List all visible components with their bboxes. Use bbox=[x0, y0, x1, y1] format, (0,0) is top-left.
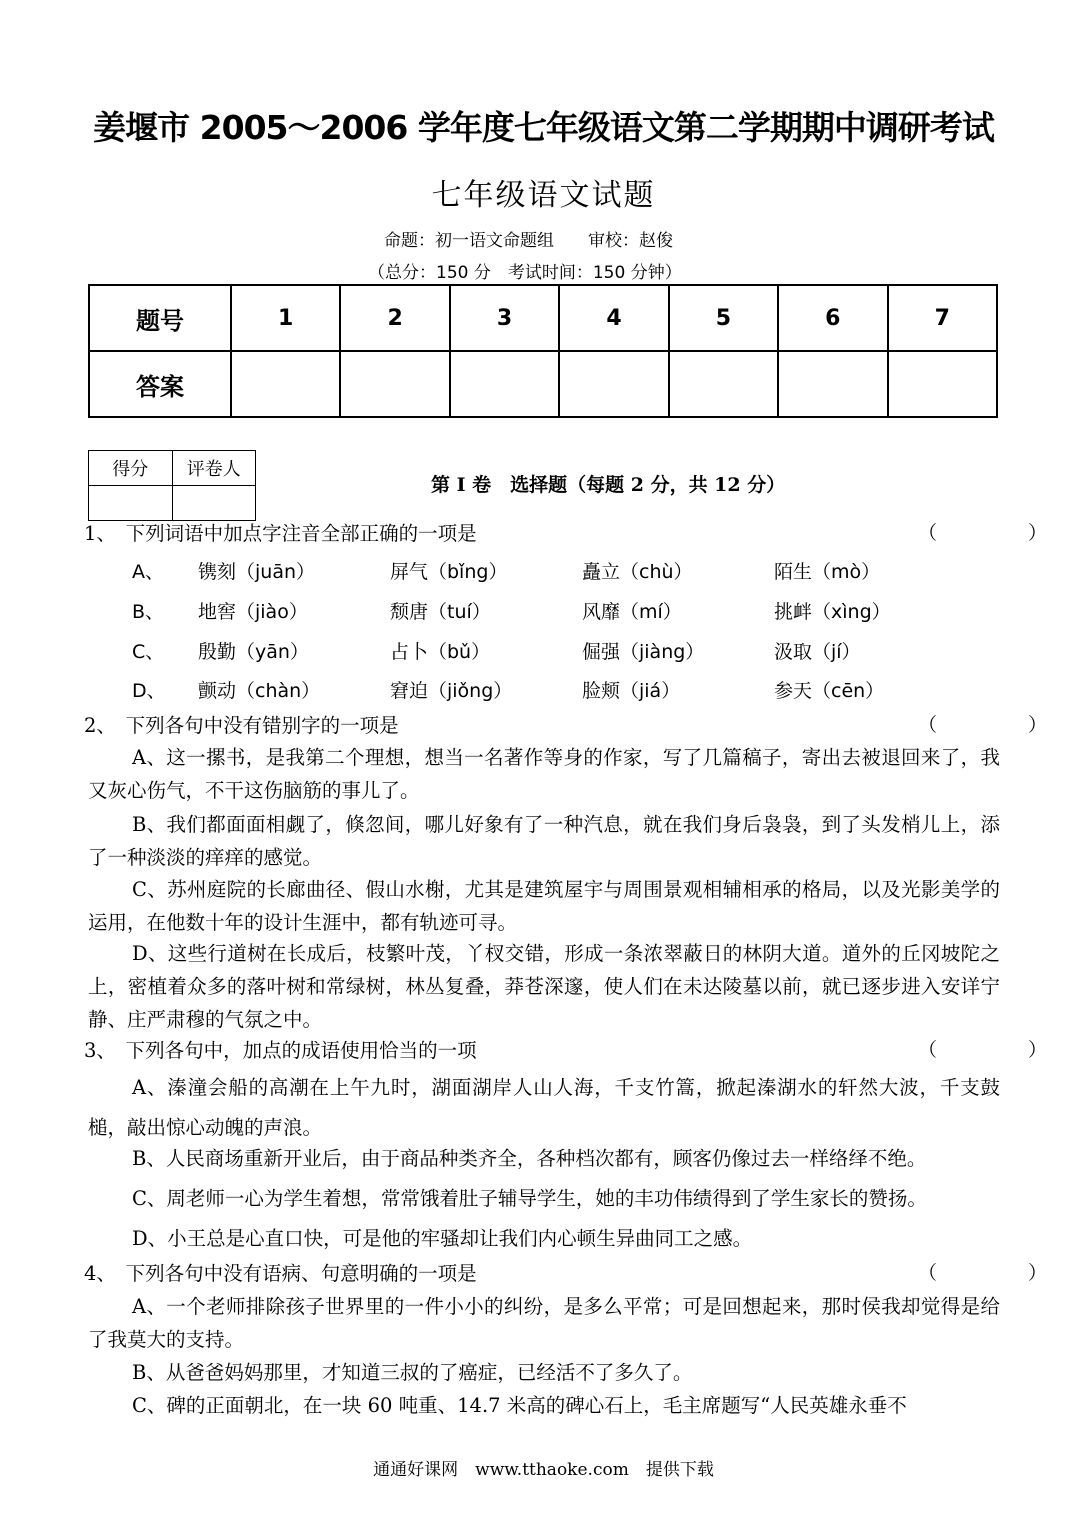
answer-table-header-row bbox=[89, 285, 997, 351]
q1-option-item: 倔强（jiàng） bbox=[582, 641, 705, 663]
exam-authors: 命题：初一语文命题组 审校：赵俊 bbox=[384, 231, 673, 251]
q2-option-b: B、我们都面面相觑了，倏忽间，哪儿好象有了一种汽息，就在我们身后袅袅，到了头发梢儿上，添了一种淡淡的痒痒的感觉。 bbox=[88, 813, 1000, 869]
q1-option-item: 占卜（bǔ） bbox=[390, 641, 491, 663]
answer-table bbox=[88, 284, 998, 418]
q1-answer-paren[interactable]: （ ） bbox=[918, 522, 1084, 544]
section-title: 第 I 卷 选择题（每题 2 分，共 12 分） bbox=[431, 474, 786, 496]
question-number-cell: 7 bbox=[888, 285, 997, 351]
question-number-cell: 6 bbox=[778, 285, 887, 351]
q3-option-d: D、小王总是心直口快，可是他的牢骚却让我们内心顿生异曲同工之感。 bbox=[132, 1227, 753, 1250]
answer-label: 答案 bbox=[89, 351, 231, 417]
q1-option-letter: D、 bbox=[132, 680, 166, 702]
question-number-label: 题号 bbox=[89, 285, 231, 351]
q3-stem: 3、 下列各句中，加点的成语使用恰当的一项 bbox=[84, 1039, 477, 1062]
q4-option-a: A、一个老师排除孩子世界里的一件小小的纠纷，是多么平常；可是回想起来，那时侯我却觉得是给了我莫大的支持。 bbox=[88, 1295, 1000, 1351]
answer-cell[interactable] bbox=[888, 351, 997, 417]
q1-option-letter: C、 bbox=[132, 641, 165, 663]
q4-stem: 4、 下列各句中没有语病、句意明确的一项是 bbox=[84, 1262, 477, 1285]
q2-option-d: D、这些行道树在长成后，枝繁叶茂，丫杈交错，形成一条浓翠蔽日的林阴大道。道外的丘冈坡陀之上，密植着众多的落叶树和常绿树，林丛复叠，莽苍深邃，使人们在未达陵墓以前，就已逐步进入安详宁静、庄严肃穆的气氛之中。 bbox=[88, 942, 1000, 1031]
q1-option-item: 风靡（mí） bbox=[582, 601, 682, 623]
q2-answer-paren[interactable]: （ ） bbox=[918, 714, 1084, 736]
q2-stem: 2、 下列各句中没有错别字的一项是 bbox=[84, 714, 399, 737]
question-number-cell: 3 bbox=[450, 285, 559, 351]
q1-option-item: 颤动（chàn） bbox=[198, 680, 321, 702]
q1-option-item: 脸颊（jiá） bbox=[582, 680, 681, 702]
grader-label: 评卷人 bbox=[172, 451, 256, 486]
exam-score-info: （总分：150 分 考试时间：150 分钟） bbox=[368, 263, 682, 283]
score-label: 得分 bbox=[89, 451, 173, 486]
q1-option-item: 镌刻（juān） bbox=[198, 561, 316, 583]
exam-subtitle: 七年级语文试题 bbox=[431, 178, 656, 213]
q3-option-c: C、周老师一心为学生着想，常常饿着肚子辅导学生，她的丰功伟绩得到了学生家长的赞扬。 bbox=[132, 1187, 927, 1210]
q3-option-b: B、人民商场重新开业后，由于商品种类齐全，各种档次都有，顾客仍像过去一样络绎不绝。 bbox=[132, 1147, 927, 1170]
q1-option-letter: A、 bbox=[132, 561, 164, 583]
answer-cell[interactable] bbox=[669, 351, 778, 417]
q1-option-item: 参天（cēn） bbox=[774, 680, 885, 702]
answer-cell[interactable] bbox=[340, 351, 449, 417]
answer-cell[interactable] bbox=[559, 351, 668, 417]
q1-option-letter: B、 bbox=[132, 601, 165, 623]
question-number-cell: 5 bbox=[669, 285, 778, 351]
q1-stem: 1、 下列词语中加点字注音全部正确的一项是 bbox=[84, 522, 477, 545]
q3-answer-paren[interactable]: （ ） bbox=[918, 1039, 1084, 1061]
grader-cell[interactable] bbox=[172, 486, 256, 521]
answer-cell[interactable] bbox=[778, 351, 887, 417]
q2-option-a: A、这一摞书，是我第二个理想，想当一名著作等身的作家，写了几篇稿子，寄出去被退回来了，我又灰心伤气，不干这伤脑筋的事儿了。 bbox=[88, 746, 1000, 802]
answer-table-answer-row bbox=[89, 351, 997, 417]
question-number-cell: 4 bbox=[559, 285, 668, 351]
q1-option-item: 殷勤（yān） bbox=[198, 641, 309, 663]
q1-option-item: 颓唐（tuí） bbox=[390, 601, 491, 623]
score-box bbox=[88, 450, 256, 521]
q4-option-c: C、碑的正面朝北，在一块 60 吨重、14.7 米高的碑心石上，毛主席题写“人民英雄永垂不 bbox=[132, 1394, 907, 1417]
q4-option-b: B、从爸爸妈妈那里，才知道三叔的了癌症，已经活不了多久了。 bbox=[132, 1361, 693, 1384]
page-footer: 通通好课网 www.tthaoke.com 提供下载 bbox=[373, 1460, 714, 1480]
q2-option-c: C、苏州庭院的长廊曲径、假山水榭，尤其是建筑屋宇与周围景观相辅相承的格局，以及光影美学的运用，在他数十年的设计生涯中，都有轨迹可寻。 bbox=[88, 878, 1000, 934]
q1-option-item: 屏气（bǐng） bbox=[390, 561, 508, 583]
q1-option-item: 汲取（jí） bbox=[774, 641, 861, 663]
q4-answer-paren[interactable]: （ ） bbox=[918, 1262, 1084, 1284]
q1-option-item: 地窖（jiào） bbox=[198, 601, 308, 623]
q1-option-item: 陌生（mò） bbox=[774, 561, 881, 583]
answer-cell[interactable] bbox=[450, 351, 559, 417]
q1-option-item: 矗立（chù） bbox=[582, 561, 693, 583]
question-number-cell: 1 bbox=[231, 285, 340, 351]
exam-title: 姜堰市 2005～2006 学年度七年级语文第二学期期中调研考试 bbox=[93, 108, 994, 147]
answer-cell[interactable] bbox=[231, 351, 340, 417]
q3-option-a: A、溱潼会船的高潮在上午九时，湖面湖岸人山人海，千支竹篙，掀起溱湖水的轩然大波，千支鼓槌，敲出惊心动魄的声浪。 bbox=[88, 1076, 1000, 1139]
q1-option-item: 挑衅（xìng） bbox=[774, 601, 891, 623]
q1-option-item: 窘迫（jiǒng） bbox=[390, 680, 513, 702]
question-number-cell: 2 bbox=[340, 285, 449, 351]
score-cell[interactable] bbox=[89, 486, 173, 521]
